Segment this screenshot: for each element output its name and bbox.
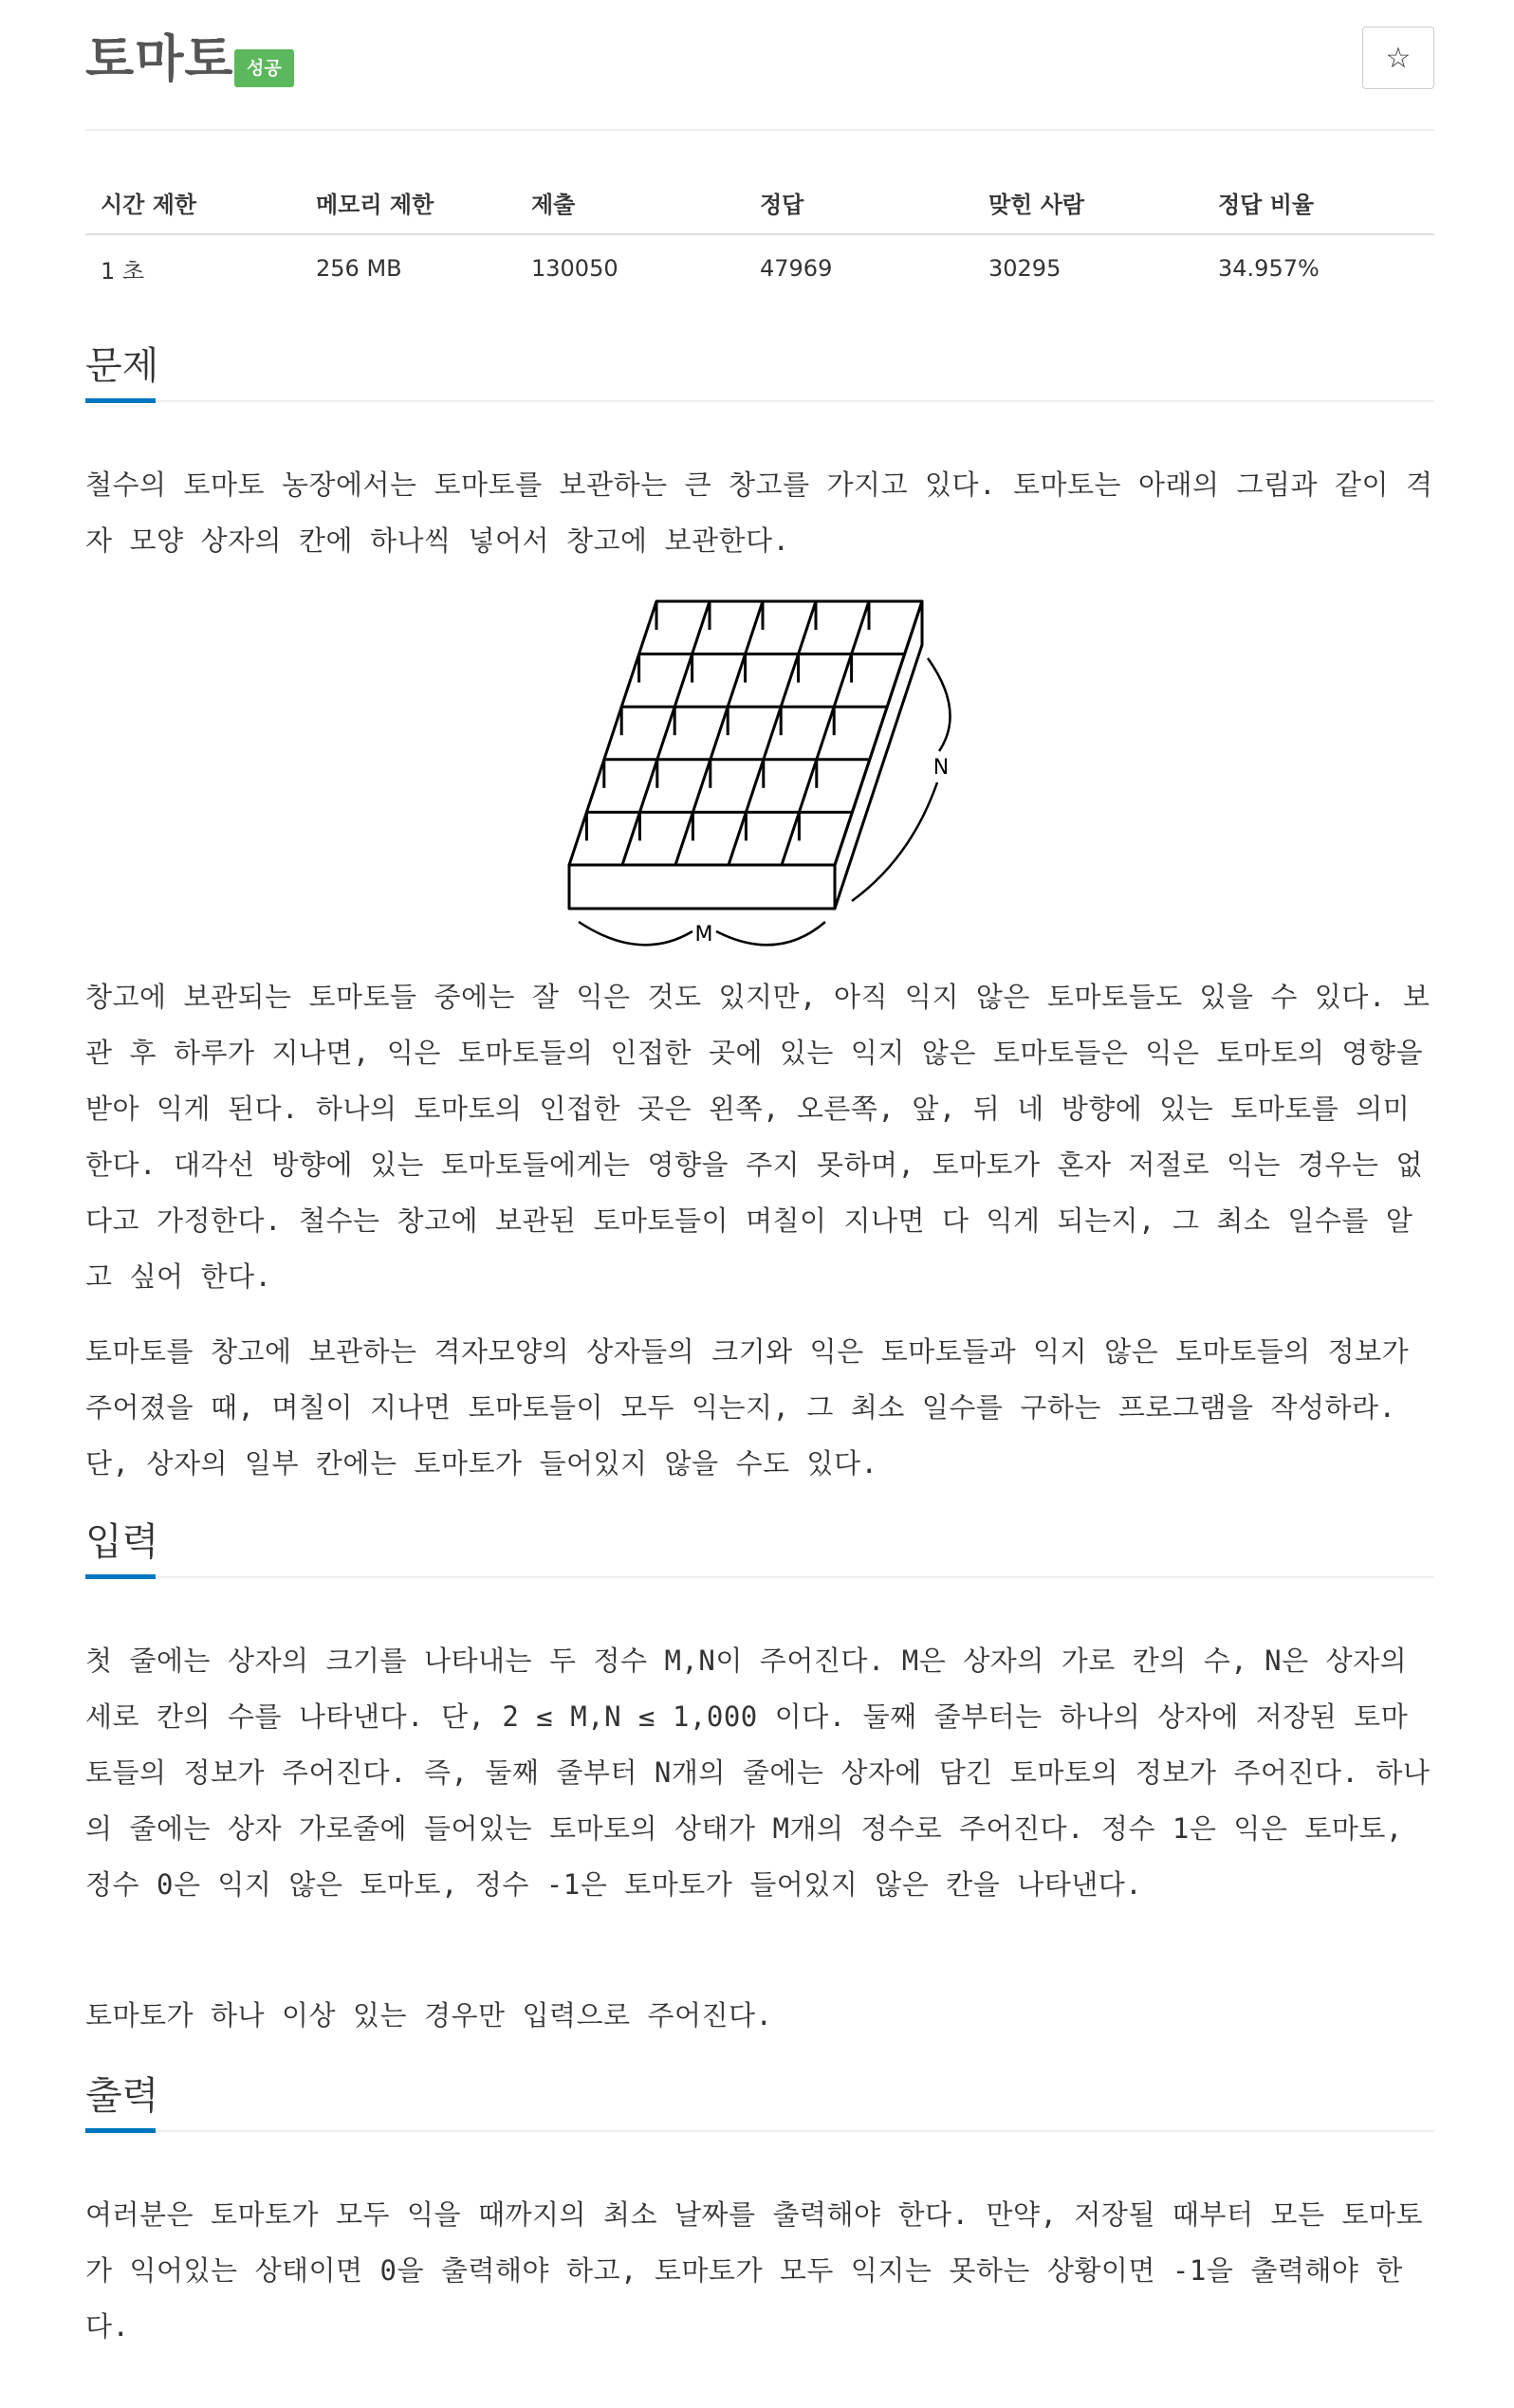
problem-paragraph-1: 철수의 토마토 농장에서는 토마토를 보관하는 큰 창고를 가지고 있다. 토마토는 아래의 그림과 같이 격자 모양 상자의 칸에 하나씩 넣어서 창고에 보관한다. (85, 469, 1433, 557)
section-output-header (85, 2068, 1434, 2147)
section-divider (85, 1576, 1434, 1578)
section-accent-bar (85, 2128, 156, 2133)
section-problem-title: 문제 (85, 344, 159, 388)
section-output-title: 출력 (85, 2074, 159, 2118)
status-badge: 성공 (234, 49, 294, 87)
problem-header (85, 27, 1434, 102)
problem-title: 토마토 (85, 30, 234, 88)
label-m: M (694, 923, 713, 947)
star-icon: ☆ (1385, 41, 1412, 75)
input-paragraph-1: 첫 줄에는 상자의 크기를 나타내는 두 정수 M,N이 주어진다. M은 상자의 가로 칸의 수, N은 상자의 세로 칸의 수를 나타낸다. 단, 2 ≤ M,N ≤ 1,000 이다. 둘째 줄부터는 하나의 상자에 저장된 토마토들의 정보가 주어진다. 즉, 둘째 줄부터 N개의 줄에는 상자에 담긴 토마토의 정보가 주어진다. 하나의 줄에는 상자 가로줄에 들어있는 토마토의 상태가 M개의 정수로 주어진다. 정수 1은 익은 토마토, 정수 0은 익지 않은 토마토, 정수 -1은 토마토가 들어있지 않은 칸을 나타낸다. (85, 1645, 1431, 1901)
output-paragraph-1: 여러분은 토마토가 모두 익을 때까지의 최소 날짜를 출력해야 한다. 만약, 저장될 때부터 모든 토마토가 익어있는 상태이면 0을 출력해야 하고, 토마토가 모두 익지는 못하는 상황이면 -1을 출력해야 한다. (85, 2198, 1423, 2343)
section-accent-bar (85, 1574, 156, 1579)
problem-paragraph-3: 토마토를 창고에 보관하는 격자모양의 상자들의 크기와 익은 토마토들과 익지 않은 토마토들의 정보가 주어졌을 때, 며칠이 지나면 토마토들이 모두 익는지, 그 최소 일수를 구하는 프로그램을 작성하라. 단, 상자의 일부 칸에는 토마토가 들어있지 않을 수도 있다. (85, 1335, 1410, 1480)
problem-info-table (85, 171, 1434, 302)
box-front-face (569, 865, 835, 909)
section-input-title: 입력 (85, 1520, 159, 1564)
section-accent-bar (85, 398, 156, 403)
input-paragraph-2: 토마토가 하나 이상 있는 경우만 입력으로 주어진다. (85, 1999, 773, 2031)
info-value-row (85, 234, 1434, 302)
value-solvers[interactable]: 30295 (988, 255, 1062, 282)
value-memory-limit: 256 MB (316, 255, 402, 282)
header-time-limit: 시간 제한 (85, 171, 301, 234)
info-header-row (85, 171, 1434, 234)
n-dimension-arc-bottom (852, 782, 937, 901)
header-memory-limit: 메모리 제한 (301, 171, 516, 234)
tomato-box-diagram (550, 588, 987, 958)
section-divider (85, 2130, 1434, 2132)
n-dimension-arc-top (928, 658, 951, 751)
box-side-face (835, 601, 922, 909)
value-time-limit: 1 초 (101, 257, 145, 285)
section-input-header (85, 1514, 1434, 1593)
section-divider (85, 400, 1434, 402)
problem-paragraph-2: 창고에 보관되는 토마토들 중에는 잘 익은 것도 있지만, 아직 익지 않은 토마토들도 있을 수 있다. 보관 후 하루가 지나면, 익은 토마토들의 인접한 곳에 있는 익지 않은 토마토들은 익은 토마토의 영향을 받아 익게 된다. 하나의 토마토의 인접한 곳은 왼쪽, 오른쪽, 앞, 뒤 네 방향에 있는 토마토를 의미한다. 대각선 방향에 있는 토마토들에게는 영향을 주지 못하며, 토마토가 혼자 저절로 익는 경우는 없다고 가정한다. 철수는 창고에 보관된 토마토들이 며칠이 지나면 다 익게 되는지, 그 최소 일수를 알고 싶어 한다. (85, 981, 1431, 1293)
value-ratio: 34.957% (1218, 255, 1320, 282)
m-dimension-arc-right (716, 922, 825, 945)
label-n: N (932, 756, 950, 780)
header-solvers: 맞힌 사람 (973, 171, 1203, 234)
header-accepted: 정답 (745, 171, 973, 234)
value-submissions[interactable]: 130050 (531, 255, 619, 282)
tomato-box-figure (550, 588, 987, 958)
header-ratio: 정답 비율 (1203, 171, 1434, 234)
title-divider (85, 129, 1434, 131)
value-accepted[interactable]: 47969 (760, 255, 833, 282)
m-dimension-arc-left (579, 922, 692, 945)
section-problem-header (85, 338, 1434, 417)
favorite-button[interactable] (1362, 27, 1434, 89)
header-submissions: 제출 (516, 171, 745, 234)
